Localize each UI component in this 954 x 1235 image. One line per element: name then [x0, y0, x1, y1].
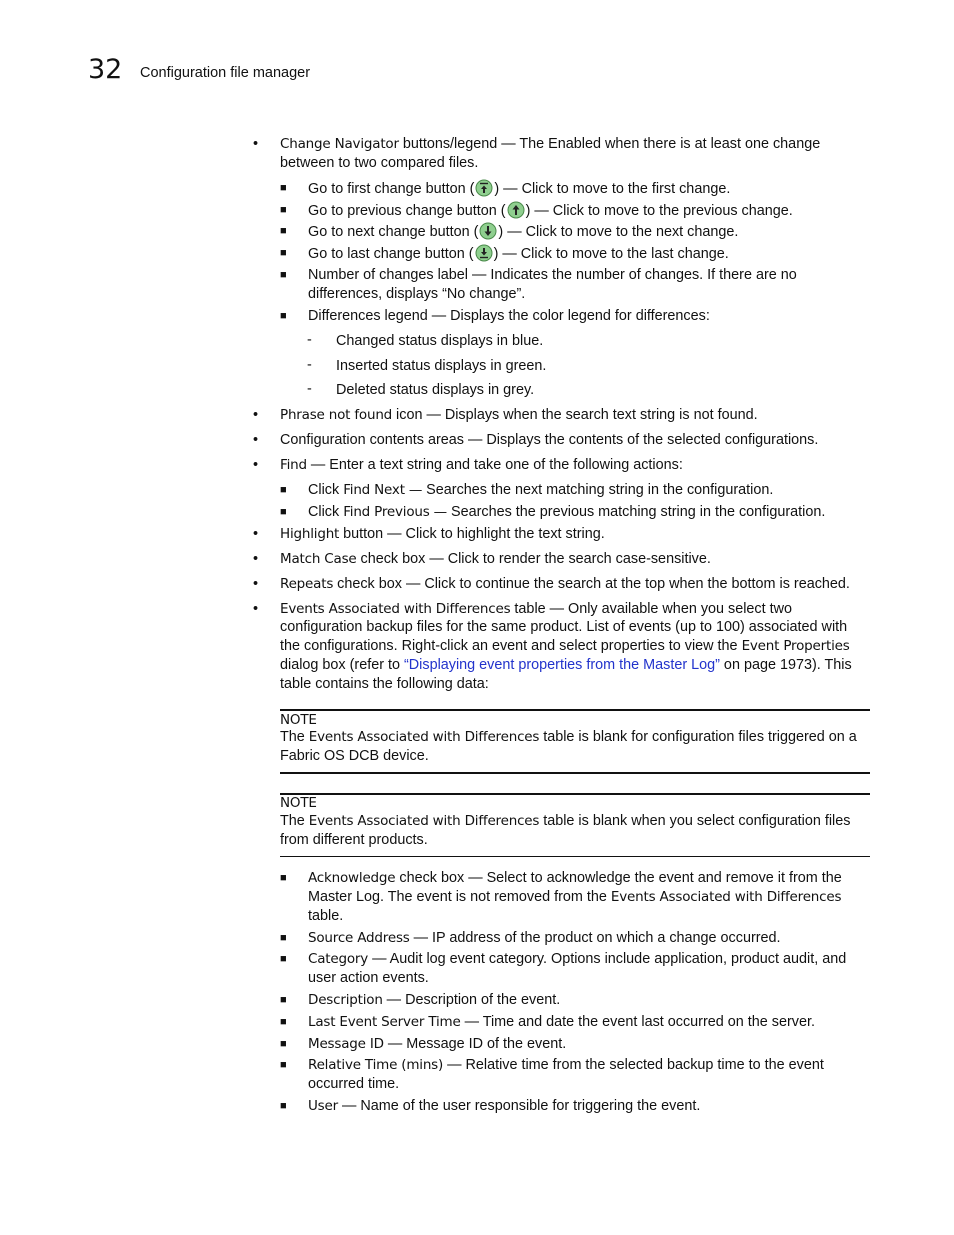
square-bullet: ■	[280, 1016, 287, 1028]
acknowledge-line3: table.	[308, 908, 344, 924]
find-next-item: Click Find Next — Searches the next matching string in the configuration.	[308, 482, 774, 498]
changed-status-item: Changed status displays in blue.	[336, 333, 544, 349]
first-change-icon	[475, 179, 493, 197]
acknowledge-line2: Master Log. The event is not removed from the Events Associated with Differences	[308, 889, 842, 905]
relative-time-line2: occurred time.	[308, 1076, 400, 1092]
note-bottom-rule	[280, 856, 870, 857]
square-bullet: ■	[280, 953, 287, 965]
bullet: •	[253, 601, 259, 617]
description-item: Description — Description of the event.	[308, 992, 561, 1008]
source-address-item: Source Address — IP address of the product on which a change occurred.	[308, 930, 781, 946]
bullet: •	[253, 432, 259, 448]
square-bullet: ■	[280, 932, 287, 944]
last-change-icon	[475, 244, 493, 262]
chapter-title: Configuration file manager	[140, 65, 311, 81]
square-bullet: ■	[280, 994, 287, 1006]
phrase-not-found-item: Phrase not found icon — Displays when the search text string is not found.	[280, 407, 758, 423]
category-item: Category — Audit log event category. Options include application, product audit, and	[308, 951, 847, 967]
square-bullet: ■	[280, 1038, 287, 1050]
find-previous-item: Click Find Previous — Searches the previous matching string in the configuration.	[308, 504, 826, 520]
chapter-number: 32	[88, 54, 123, 85]
change-navigator-line2: between to two compared files.	[280, 155, 479, 171]
first-change-item: Go to first change button ( ) — Click to move to the first change.	[308, 181, 731, 197]
category-line2: user action events.	[308, 970, 429, 986]
previous-change-item: Go to previous change button ( ) — Click to move to the previous change.	[308, 203, 793, 219]
next-change-item: Go to next change button ( ) — Click to move to the next change.	[308, 224, 739, 240]
next-change-icon	[479, 222, 497, 240]
previous-change-icon	[507, 201, 525, 219]
change-navigator-item: Change Navigator buttons/legend — The Enabled when there is at least one change	[280, 136, 821, 152]
configuration-contents-item: Configuration contents areas — Displays the contents of the selected configurations.	[280, 432, 819, 448]
events-associated-line3: the configurations. Right-click an event and select properties to view the Event Properties	[280, 638, 850, 654]
number-of-changes-item: Number of changes label — Indicates the number of changes. If there are no	[308, 267, 797, 283]
note-bottom-rule	[280, 772, 870, 774]
square-bullet: ■	[280, 1100, 287, 1112]
square-bullet: ■	[280, 269, 287, 281]
dash-bullet: -	[307, 357, 312, 373]
last-event-server-time-item: Last Event Server Time — Time and date the event last occurred on the server.	[308, 1014, 815, 1030]
events-associated-line2: configuration backup files for the same product. List of events (up to 100) associated with	[280, 619, 848, 635]
bullet: •	[253, 136, 259, 152]
event-properties-link[interactable]: “Displaying event properties from the Master Log”	[404, 657, 720, 673]
relative-time-item: Relative Time (mins) — Relative time from the selected backup time to the event	[308, 1057, 824, 1073]
user-item: User — Name of the user responsible for triggering the event.	[308, 1098, 701, 1114]
bullet: •	[253, 457, 259, 473]
match-case-item: Match Case check box — Click to render the search case-sensitive.	[280, 551, 711, 567]
square-bullet: ■	[280, 225, 287, 237]
note-text-line2: from different products.	[280, 832, 428, 848]
acknowledge-item: Acknowledge check box — Select to acknowledge the event and remove it from the	[308, 870, 842, 886]
bullet: •	[253, 407, 259, 423]
find-item: Find — Enter a text string and take one of the following actions:	[280, 457, 683, 473]
square-bullet: ■	[280, 506, 287, 518]
square-bullet: ■	[280, 247, 287, 259]
square-bullet: ■	[280, 310, 287, 322]
note-top-rule	[280, 793, 870, 795]
dash-bullet: -	[307, 332, 312, 348]
bullet: •	[253, 551, 259, 567]
note-label: NOTE	[280, 712, 317, 728]
events-associated-item: Events Associated with Differences table — Only available when you select two	[280, 601, 793, 617]
bullet: •	[253, 576, 259, 592]
note-text: The Events Associated with Differences table is blank for configuration files triggered on a	[280, 729, 857, 745]
square-bullet: ■	[280, 484, 287, 496]
number-of-changes-line2: differences, displays “No change”.	[308, 286, 526, 302]
square-bullet: ■	[280, 182, 287, 194]
note-top-rule	[280, 709, 870, 711]
events-associated-line5: table contains the following data:	[280, 676, 489, 692]
inserted-status-item: Inserted status displays in green.	[336, 358, 547, 374]
bullet: •	[253, 526, 259, 542]
events-associated-line4: dialog box (refer to “Displaying event properties from the Master Log” on page 1973). This	[280, 657, 852, 673]
repeats-item: Repeats check box — Click to continue the search at the top when the bottom is reached.	[280, 576, 850, 592]
square-bullet: ■	[280, 204, 287, 216]
highlight-item: Highlight button — Click to highlight the text string.	[280, 526, 605, 542]
note-label: NOTE	[280, 795, 317, 811]
deleted-status-item: Deleted status displays in grey.	[336, 382, 535, 398]
differences-legend-item: Differences legend — Displays the color legend for differences:	[308, 308, 710, 324]
note-text-line2: Fabric OS DCB device.	[280, 748, 429, 764]
last-change-item: Go to last change button ( ) — Click to move to the last change.	[308, 246, 729, 262]
message-id-item: Message ID — Message ID of the event.	[308, 1036, 567, 1052]
note-text: The Events Associated with Differences table is blank when you select configuration files	[280, 813, 851, 829]
square-bullet: ■	[280, 1059, 287, 1071]
dash-bullet: -	[307, 381, 312, 397]
square-bullet: ■	[280, 872, 287, 884]
